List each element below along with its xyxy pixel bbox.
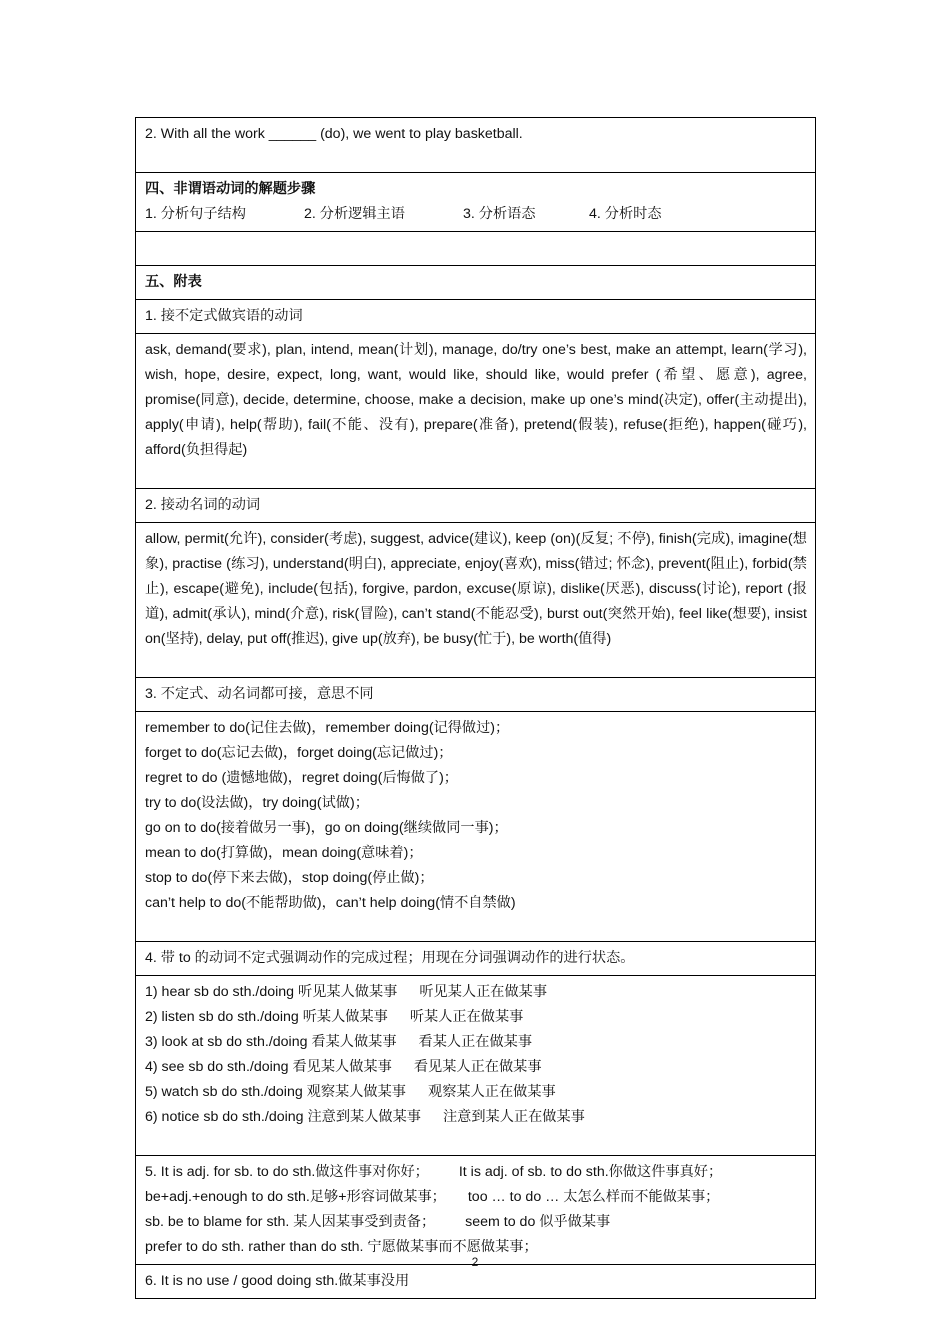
list-item: stop to do(停下来去做)，stop doing(停止做)； [145, 870, 434, 886]
table-row [136, 1265, 816, 1299]
list-item [145, 1030, 807, 1055]
item-text: 5) watch sb do sth./doing 观察某人做某事 [145, 1084, 406, 1100]
list-item [145, 1185, 807, 1210]
t4-title: 4. 带 to 的动词不定式强调动作的完成过程；用现在分词强调动作的进行状态。 [136, 942, 816, 976]
list-item [145, 1160, 807, 1185]
list-item: remember to do(记住去做)，remember doing(记得做过)； [145, 720, 510, 736]
list-item [145, 1005, 807, 1030]
item-text: 2) listen sb do sth./doing 听某人做某事 [145, 1009, 388, 1025]
table-row [136, 489, 816, 523]
item-text: 看某人正在做某事 [418, 1034, 533, 1050]
section5-title: 五、附表 [145, 274, 202, 290]
page-number: 2 [471, 1255, 479, 1269]
list-item [145, 980, 807, 1005]
item-text: seem to do 似乎做某事 [465, 1214, 611, 1230]
list-item: forget to do(忘记去做)，forget doing(忘记做过)； [145, 745, 453, 761]
list-item: mean to do(打算做)，mean doing(意味着)； [145, 845, 423, 861]
list-item: go on to do(接着做另一事)，go on doing(继续做同一事)； [145, 820, 508, 836]
list-item: try to do(设法做)，try doing(试做)； [145, 795, 369, 811]
section4-title: 四、非谓语动词的解题步骤 [145, 181, 316, 197]
table-row [136, 173, 816, 232]
empty-row [136, 232, 816, 266]
list-item [145, 1105, 807, 1130]
item-text: 5. It is adj. for sb. to do sth.做这件事对你好； [145, 1164, 429, 1180]
table-row [136, 118, 816, 173]
table-row [136, 334, 816, 489]
item-text: prefer to do sth. rather than do sth. 宁愿做某事而不愿做某事； [145, 1239, 538, 1255]
item-text: 听某人正在做某事 [409, 1009, 524, 1025]
table-row [136, 976, 816, 1156]
table-row [136, 1156, 816, 1265]
t2-body: allow, permit(允许), consider(考虑), suggest, advice(建议), keep (on)(反复; 不停), finish(完成), imagine(想象), practise (练习), understand(明白), appreciate, enjoy(喜欢), miss(错过; 怀念), prevent(阻止), forbid(禁止), escape(避免), include(包括), forgive, pardon, excuse(原谅), dislike(厌恶), discuss(讨论), report (报道), admit(承认), mind(介意), risk(冒险), can’t stand(不能忍受), burst out(突然开始), feel like(想要), insist on(坚持), delay, put off(推迟), give up(放弃), be busy(忙于), be worth(值得) [136, 523, 816, 678]
list-item: can’t help to do(不能帮助做)，can’t help doing(情不自禁做) [145, 895, 516, 911]
table-row [136, 712, 816, 942]
item-text: 注意到某人正在做某事 [442, 1109, 585, 1125]
exercise-q2: 2. With all the work ______ (do), we went to play basketball. [136, 118, 816, 173]
item-text: 听见某人正在做某事 [419, 984, 548, 1000]
t4-body [136, 976, 816, 1156]
t1-body: ask, demand(要求), plan, intend, mean(计划), manage, do/try one’s best, make an attempt, learn(学习), wish, hope, desire, expect, long, want, would like, should like, would prefer (希望、愿意), agree, promise(同意), decide, determine, choose, make a decision, make up one’s mind(决定), offer(主动提出), apply(申请), help(帮助), fail(不能、没有), prepare(准备), pretend(假装), refuse(拒绝), happen(碰巧), afford(负担得起) [136, 334, 816, 489]
item-text: be+adj.+enough to do sth.足够+形容词做某事； [145, 1189, 446, 1205]
table-row [136, 942, 816, 976]
table-row [136, 266, 816, 300]
step-2: 2. 分析逻辑主语 [304, 206, 405, 222]
t5-body [136, 1156, 816, 1265]
table-row [136, 678, 816, 712]
content-table [135, 117, 816, 1299]
table-row [136, 523, 816, 678]
step-4: 4. 分析时态 [589, 206, 662, 222]
table-row [136, 300, 816, 334]
step-1: 1. 分析句子结构 [145, 206, 246, 222]
t1-title: 1. 接不定式做宾语的动词 [136, 300, 816, 334]
item-text: 1) hear sb do sth./doing 听见某人做某事 [145, 984, 398, 1000]
item-text: 观察某人正在做某事 [428, 1084, 556, 1100]
t6-title: 6. It is no use / good doing sth.做某事没用 [136, 1265, 816, 1299]
item-text: sb. be to blame for sth. 某人因某事受到责备； [145, 1214, 436, 1230]
section5-block [136, 266, 816, 300]
t3-body [136, 712, 816, 942]
item-text: 6) notice sb do sth./doing 注意到某人做某事 [145, 1109, 421, 1125]
t3-title: 3. 不定式、动名词都可接，意思不同 [136, 678, 816, 712]
list-item [145, 1210, 807, 1235]
item-text: 4) see sb do sth./doing 看见某人做某事 [145, 1059, 392, 1075]
list-item [145, 1080, 807, 1105]
item-text: It is adj. of sb. to do sth.你做这件事真好； [458, 1164, 723, 1180]
item-text: 3) look at sb do sth./doing 看某人做某事 [145, 1034, 397, 1050]
list-item: regret to do (遗憾地做)，regret doing(后悔做了)； [145, 770, 458, 786]
item-text: 看见某人正在做某事 [413, 1059, 542, 1075]
step-3: 3. 分析语态 [463, 206, 536, 222]
list-item [145, 1055, 807, 1080]
section4-block [136, 173, 816, 232]
t2-title: 2. 接动名词的动词 [136, 489, 816, 523]
section4-steps [145, 202, 807, 227]
item-text: too … to do … 太怎么样而不能做某事； [467, 1189, 720, 1205]
table-row [136, 232, 816, 266]
